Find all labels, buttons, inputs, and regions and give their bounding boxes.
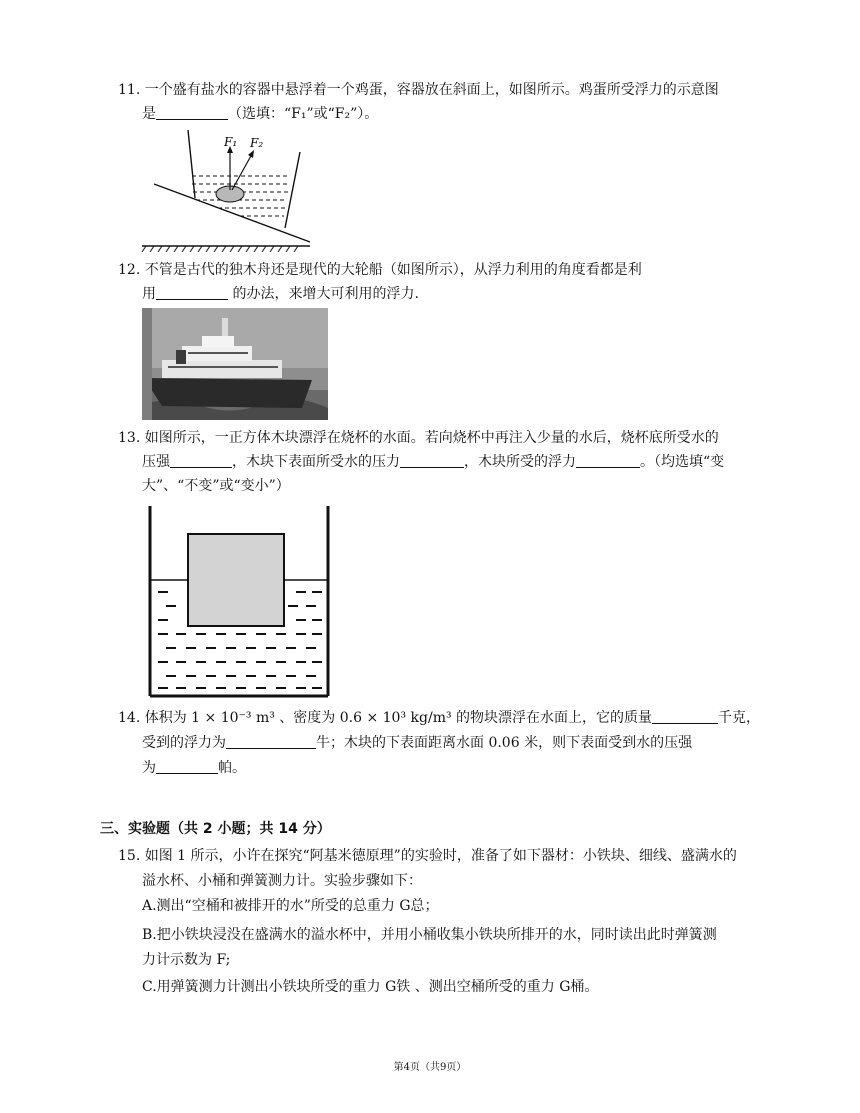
answer-blank xyxy=(156,105,228,120)
q14-text: 为 xyxy=(142,760,156,776)
page-number: 第4页（共9页） xyxy=(393,1062,467,1073)
q15-step-b1: B.把小铁块浸没在盛满水的溢水杯中，并用小桶收集小铁块所排开的水，同时读出此时弹簧测 xyxy=(142,927,717,943)
q13-text: ，木块下表面所受水的压力 xyxy=(232,454,400,470)
q11-line1: 11. 一个盛有盐水的容器中悬浮着一个鸡蛋，容器放在斜面上，如图所示。鸡蛋所受浮力的示意图 xyxy=(118,82,719,98)
answer-blank xyxy=(400,453,464,468)
q13-text: ，木块所受的浮力 xyxy=(464,454,576,470)
q13-line2 xyxy=(142,451,724,473)
q13-line1: 13. 如图所示，一正方体木块漂浮在烧杯的水面。若向烧杯中再注入少量的水后，烧杯底所受水的 xyxy=(118,430,719,446)
q14-line1 xyxy=(118,707,760,729)
ship-photo xyxy=(142,308,328,420)
answer-blank xyxy=(652,709,718,724)
q13-line3: 大”、“不变”或“变小”） xyxy=(142,478,290,494)
q15-step-a: A.测出“空桶和被排开的水”所受的总重力 G总； xyxy=(142,898,439,914)
beaker-block-figure xyxy=(146,502,332,700)
f1-label: F₁ xyxy=(224,135,238,149)
q14-line2 xyxy=(142,732,692,754)
q14-text: 牛；木块的下表面距离水面 0.06 米，则下表面受到水的压强 xyxy=(316,735,693,751)
answer-blank xyxy=(170,453,232,468)
section-title: 三、实验题（共 2 小题；共 14 分） xyxy=(100,821,331,837)
q13-text: 压强 xyxy=(142,454,170,470)
answer-blank xyxy=(156,759,218,774)
q14-text: 帕。 xyxy=(218,760,246,776)
q12-line1: 12. 不管是古代的独木舟还是现代的大轮船（如图所示），从浮力利用的角度看都是利 xyxy=(118,262,642,278)
q11-text: 是 xyxy=(142,106,156,122)
q14-text: 14. 体积为 1 × 10⁻³ m³ 、密度为 0.6 × 10³ kg/m³ 的物块漂浮在水面上，它的质量 xyxy=(118,710,653,726)
q15-line2: 溢水杯、小桶和弹簧测力计。实验步骤如下： xyxy=(142,873,422,889)
answer-blank xyxy=(576,453,640,468)
q11-text: （选填：“F₁”或“F₂”）。 xyxy=(228,106,379,122)
q14-line3 xyxy=(142,757,246,779)
q14-text: 千克， xyxy=(718,710,761,726)
q13-text: 。（均选填“变 xyxy=(640,454,725,470)
answer-blank xyxy=(226,734,316,749)
q15-line1: 15. 如图 1 所示，小许在探究“阿基米德原理”的实验时，准备了如下器材：小铁块、细线、盛满水的 xyxy=(118,848,737,864)
f2-label: F₂ xyxy=(250,136,264,150)
q11-line2 xyxy=(142,103,378,125)
q14-text: 受到的浮力为 xyxy=(142,735,226,751)
q15-step-b2: 力计示数为 F; xyxy=(142,952,231,968)
answer-blank xyxy=(156,285,228,300)
q12-text: 的办法，来增大可利用的浮力. xyxy=(228,286,419,302)
egg-in-container-figure xyxy=(140,130,320,252)
q12-text: 用 xyxy=(142,286,156,302)
q15-step-c: C.用弹簧测力计测出小铁块所受的重力 G铁 、测出空桶所受的重力 G桶。 xyxy=(142,979,599,995)
q12-line2 xyxy=(142,283,419,305)
